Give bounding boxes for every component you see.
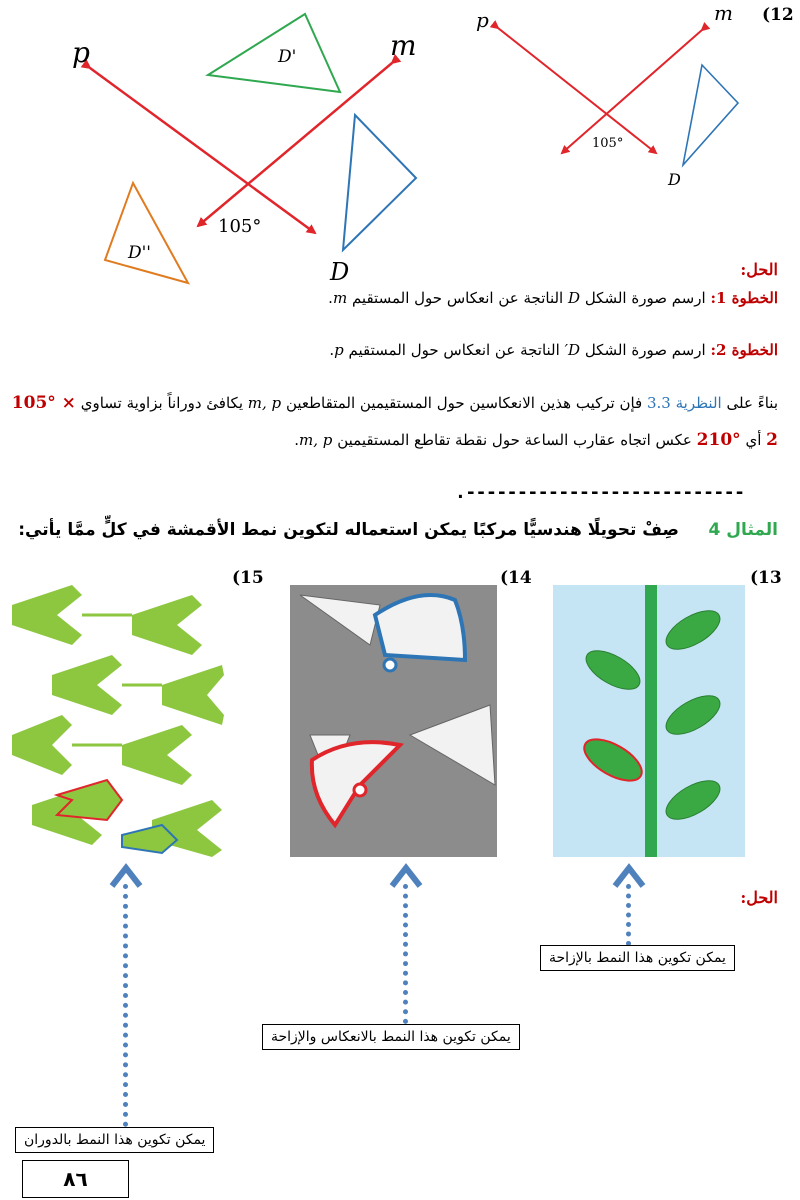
para-c: يكافئ دوراناً بزاوية تساوي xyxy=(80,394,243,412)
step-2-text-a: ارسم صورة الشكل xyxy=(584,341,706,359)
angle-label-small: 105° xyxy=(592,136,624,151)
label-p-small: p xyxy=(476,8,489,32)
step-2-label: الخطوة 2: xyxy=(710,341,778,359)
fabric-pattern-13 xyxy=(553,585,745,857)
solution-label: الحل: xyxy=(740,260,778,279)
step-2-end: . xyxy=(329,341,335,359)
step-2-var1: D′ xyxy=(564,341,581,359)
label-d: D xyxy=(330,258,350,285)
triangle-d-small xyxy=(683,65,738,165)
example-label: المثال 4 xyxy=(708,520,778,540)
para-e: عكس اتجاه عقارب الساعة حول نقطة تقاطع المستقيمين xyxy=(337,430,692,449)
para-d: أي xyxy=(745,430,762,449)
para-result: 210° xyxy=(696,429,741,450)
angle-label: 105° xyxy=(218,216,262,237)
line-m xyxy=(198,63,392,226)
label-p: p xyxy=(72,36,90,69)
step-2-var2: p xyxy=(334,341,344,359)
page-number: ٨٦ xyxy=(22,1160,129,1198)
para-vars2: m, p xyxy=(299,430,333,449)
step-2 xyxy=(18,336,778,365)
para-a: بناءً على xyxy=(726,394,778,412)
label-d-prime: D' xyxy=(278,47,297,67)
step-1-label: الخطوة 1: xyxy=(710,289,778,307)
example-header xyxy=(18,520,778,540)
para-b: فإن تركيب هذين الانعكاسين حول المستقيمين المتقاطعين xyxy=(285,394,643,412)
step-1-end: . xyxy=(328,289,333,307)
label-d-small: D xyxy=(668,170,681,189)
para-end: . xyxy=(294,430,300,449)
fabric-pattern-15 xyxy=(12,585,224,857)
exercise-number-13: (13 xyxy=(750,568,782,588)
triangle-d xyxy=(343,115,416,250)
conclusion-paragraph xyxy=(8,385,778,458)
dotted-arrow-13 xyxy=(626,884,631,946)
label-d-double-prime: D'' xyxy=(128,243,151,263)
separator-line: .--------------------------- xyxy=(455,482,745,503)
answer-box-15: يمكن تكوين هذا النمط بالدوران xyxy=(15,1127,214,1153)
dotted-arrow-14 xyxy=(403,884,408,1024)
theorem-link[interactable]: النظرية 3.3 xyxy=(647,394,722,412)
exercise-number-14: (14 xyxy=(500,568,532,588)
answer-box-14: يمكن تكوين هذا النمط بالانعكاس والإزاحة xyxy=(262,1024,520,1050)
triangle-d-double-prime xyxy=(105,183,188,283)
step-2-text-b: الناتجة عن انعكاس حول المستقيم xyxy=(348,341,560,359)
exercise-number-15: (15 xyxy=(232,568,264,588)
fabric-pattern-14 xyxy=(290,585,497,857)
para-vars1: m, p xyxy=(247,394,282,412)
solution-label-2: الحل: xyxy=(740,888,778,907)
step-1-text-b: الناتجة عن انعكاس حول المستقيم xyxy=(351,289,564,307)
label-m-small: m xyxy=(714,1,733,25)
exercise-number-12: (12 xyxy=(762,5,794,25)
reflection-diagram-small xyxy=(470,0,800,200)
para-formula: 105° × 2 xyxy=(11,393,778,450)
step-1-var1: D xyxy=(568,289,581,307)
label-m: m xyxy=(390,29,417,62)
step-1 xyxy=(18,284,778,313)
answer-box-13: يمكن تكوين هذا النمط بالإزاحة xyxy=(540,945,735,971)
dotted-arrow-15 xyxy=(123,884,128,1127)
example-text: صِفْ تحويلًا هندسيًّا مركبًا يمكن استعماله لتكوين نمط الأقمشة في كلٍّ ممَّا يأتي: xyxy=(18,520,679,540)
reflection-diagram-large xyxy=(60,0,460,285)
step-1-var2: m xyxy=(332,289,348,307)
step-1-text-a: ارسم صورة الشكل xyxy=(584,289,706,307)
triangle-d-prime xyxy=(208,14,340,92)
